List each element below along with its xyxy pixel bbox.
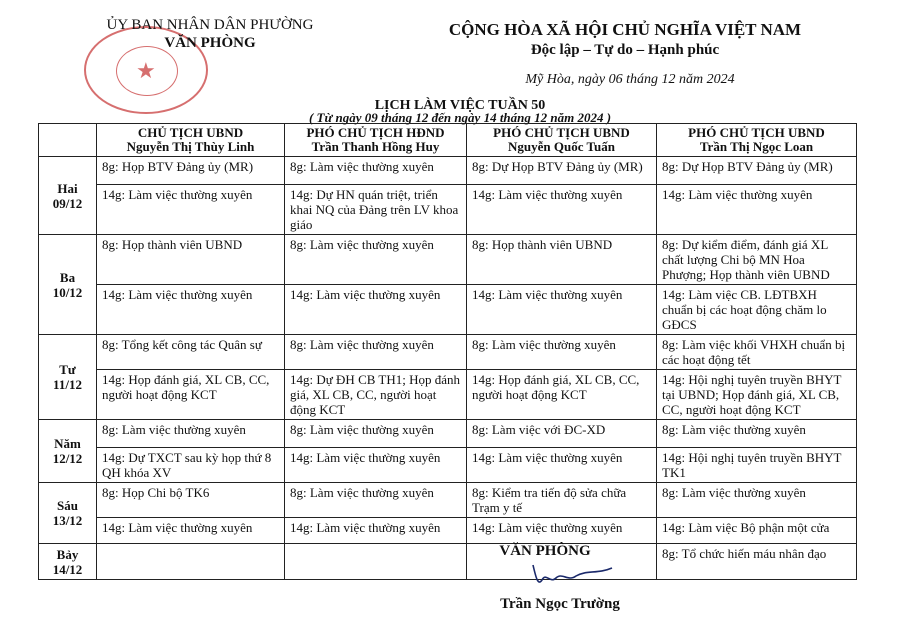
schedule-cell: 14g: Làm việc thường xuyên	[285, 448, 467, 483]
table-row	[39, 235, 857, 285]
schedule-cell: 8g: Tổ chức hiến máu nhân đạo	[657, 544, 857, 580]
issuer-header	[60, 16, 360, 52]
schedule-cell: 8g: Làm việc thường xuyên	[285, 157, 467, 185]
place-date: Mỹ Hòa, ngày 06 tháng 12 năm 2024	[525, 72, 735, 87]
column-header: PHÓ CHỦ TỊCH UBND Nguyễn Quốc Tuấn	[467, 124, 657, 157]
table-row	[39, 483, 857, 518]
signer-name: Trần Ngọc Trường	[500, 596, 620, 612]
signature-title: VĂN PHÒNG	[499, 543, 591, 559]
schedule-cell: 8g: Làm việc thường xuyên	[657, 483, 857, 518]
schedule-cell: 8g: Họp thành viên UBND	[467, 235, 657, 285]
motto: Độc lập – Tự do – Hạnh phúc	[530, 42, 720, 58]
corner-cell	[39, 124, 97, 157]
national-header	[440, 20, 810, 60]
schedule-cell: 14g: Làm việc thường xuyên	[467, 185, 657, 235]
schedule-cell: 14g: Họp đánh giá, XL CB, CC, người hoạt động KCT	[97, 370, 285, 420]
office-line: VĂN PHÒNG	[164, 35, 256, 51]
schedule-cell	[97, 544, 285, 580]
schedule-cell: 14g: Làm việc Bộ phận một cửa	[657, 518, 857, 544]
schedule-cell: 14g: Dự TXCT sau kỳ họp thứ 8 QH khóa XV	[97, 448, 285, 483]
day-cell: Tư 11/12	[39, 335, 97, 420]
schedule-cell: 8g: Làm việc thường xuyên	[97, 420, 285, 448]
schedule-cell: 14g: Làm việc thường xuyên	[657, 185, 857, 235]
schedule-cell: 14g: Dự HN quán triệt, triển khai NQ của Đảng trên LV khoa giáo	[285, 185, 467, 235]
schedule-cell: 8g: Họp BTV Đảng ủy (MR)	[97, 157, 285, 185]
schedule-cell: 14g: Làm việc thường xuyên	[97, 518, 285, 544]
schedule-cell: 8g: Họp thành viên UBND	[97, 235, 285, 285]
schedule-cell: 14g: Làm việc thường xuyên	[467, 285, 657, 335]
schedule-cell: 14g: Họp đánh giá, XL CB, CC, người hoạt động KCT	[467, 370, 657, 420]
schedule-cell: 8g: Dự Họp BTV Đảng ủy (MR)	[657, 157, 857, 185]
nation-title: CỘNG HÒA XÃ HỘI CHỦ NGHĨA VIỆT NAM	[448, 20, 802, 39]
schedule-cell: 14g: Hội nghị tuyên truyền BHYT TK1	[657, 448, 857, 483]
schedule-cell: 14g: Làm việc thường xuyên	[97, 185, 285, 235]
schedule-cell: 8g: Làm việc thường xuyên	[285, 420, 467, 448]
day-cell: Ba 10/12	[39, 235, 97, 335]
table-row	[39, 185, 857, 235]
schedule-cell	[285, 544, 467, 580]
schedule-cell: 14g: Làm việc thường xuyên	[285, 518, 467, 544]
column-header: PHÓ CHỦ TỊCH UBND Trần Thị Ngọc Loan	[657, 124, 857, 157]
schedule-cell: 8g: Làm việc khối VHXH chuẩn bị các hoạt động tết	[657, 335, 857, 370]
schedule-cell: 8g: Kiểm tra tiến độ sửa chữa Trạm y tế	[467, 483, 657, 518]
schedule-cell: 14g: Làm việc thường xuyên	[467, 518, 657, 544]
table-row	[39, 518, 857, 544]
day-cell: Bảy 14/12	[39, 544, 97, 580]
day-cell: Năm 12/12	[39, 420, 97, 483]
schedule-cell: 8g: Làm việc thường xuyên	[285, 335, 467, 370]
table-header-row	[39, 124, 857, 157]
signature-mark	[528, 560, 618, 590]
column-header: PHÓ CHỦ TỊCH HĐND Trần Thanh Hồng Huy	[285, 124, 467, 157]
table-row	[39, 370, 857, 420]
schedule-cell: 8g: Làm việc với ĐC-XD	[467, 420, 657, 448]
schedule-cell: 14g: Dự ĐH CB TH1; Họp đánh giá, XL CB, CC, người hoạt động KCT	[285, 370, 467, 420]
schedule-title: LỊCH LÀM VIỆC TUẦN 50	[374, 98, 546, 113]
day-cell: Sáu 13/12	[39, 483, 97, 544]
schedule-cell: 8g: Dự kiểm điểm, đánh giá XL chất lượng Chi bộ MN Hoa Phượng; Họp thành viên UBND	[657, 235, 857, 285]
table-row	[39, 544, 857, 580]
schedule-cell: 14g: Làm việc CB. LĐTBXH chuẩn bị các hoạt động chăm lo GĐCS	[657, 285, 857, 335]
schedule-cell: 8g: Làm việc thường xuyên	[467, 335, 657, 370]
org-line: ỦY BAN NHÂN DÂN PHƯỜNG	[106, 17, 314, 33]
schedule-table	[38, 123, 857, 580]
schedule-cell: 14g: Làm việc thường xuyên	[285, 285, 467, 335]
schedule-cell: 14g: Làm việc thường xuyên	[97, 285, 285, 335]
schedule-cell: 8g: Tổng kết công tác Quân sự	[97, 335, 285, 370]
column-header: CHỦ TỊCH UBND Nguyễn Thị Thùy Linh	[97, 124, 285, 157]
schedule-subtitle: ( Từ ngày 09 tháng 12 đến ngày 14 tháng 12 năm 2024 )	[308, 110, 612, 125]
schedule-cell: 8g: Làm việc thường xuyên	[657, 420, 857, 448]
table-row	[39, 285, 857, 335]
schedule-cell: 8g: Làm việc thường xuyên	[285, 483, 467, 518]
table-row	[39, 448, 857, 483]
star-icon: ★	[136, 58, 156, 83]
schedule-cell: 8g: Họp Chi bộ TK6	[97, 483, 285, 518]
table-row	[39, 157, 857, 185]
schedule-cell: 8g: Dự Họp BTV Đảng ủy (MR)	[467, 157, 657, 185]
table-row	[39, 335, 857, 370]
schedule-cell: 8g: Làm việc thường xuyên	[285, 235, 467, 285]
schedule-cell: 14g: Làm việc thường xuyên	[467, 448, 657, 483]
table-row	[39, 420, 857, 448]
day-cell: Hai 09/12	[39, 157, 97, 235]
schedule-cell: 14g: Hội nghị tuyên truyền BHYT tại UBND; Họp đánh giá, XL CB, CC, người hoạt động KCT	[657, 370, 857, 420]
